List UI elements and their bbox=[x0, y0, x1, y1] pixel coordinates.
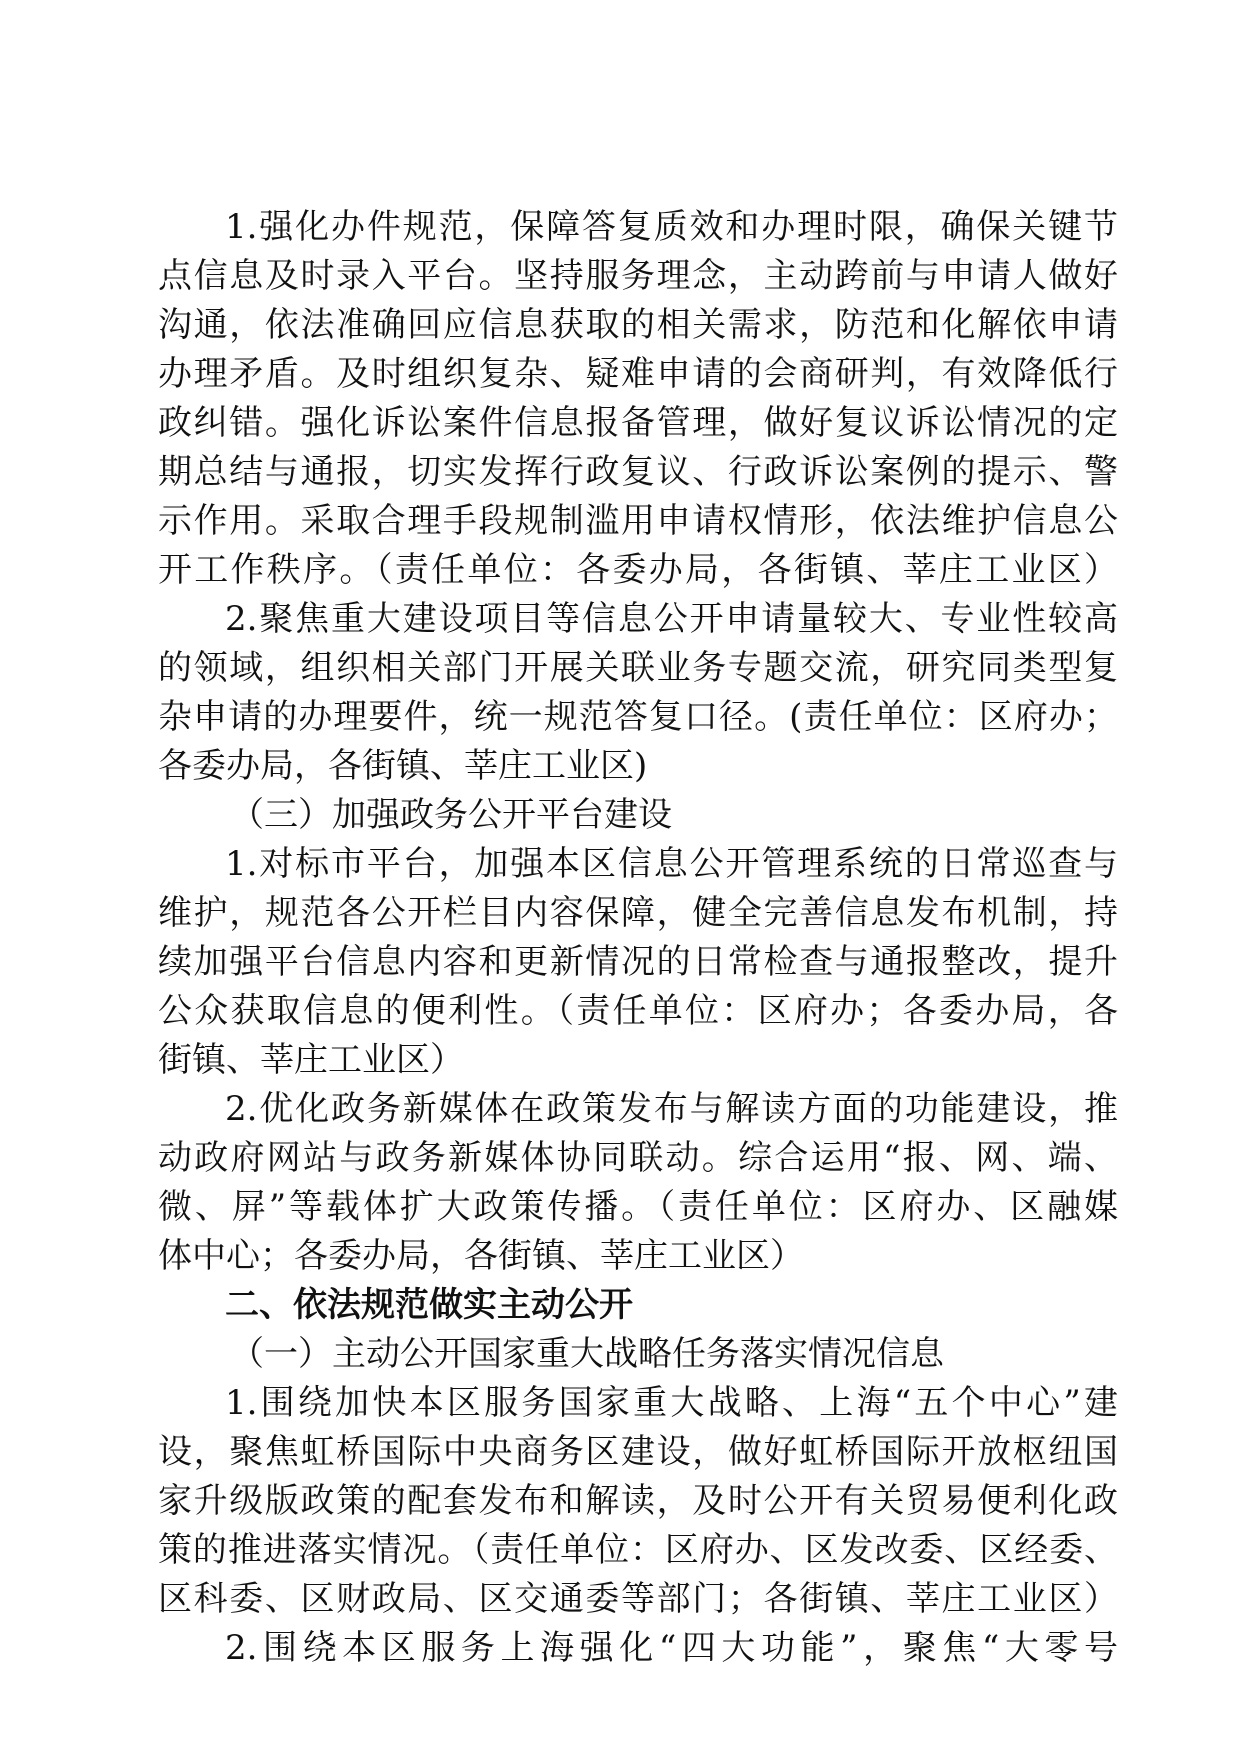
paragraph-line: 政纠错。强化诉讼案件信息报备管理，做好复议诉讼情况的定 bbox=[158, 403, 1118, 443]
paragraph-line: 杂申请的办理要件，统一规范答复口径。(责任单位：区府办； bbox=[158, 697, 1118, 737]
paragraph-line: 区科委、区财政局、区交通委等部门；各街镇、莘庄工业区） bbox=[158, 1579, 1118, 1619]
paragraph-line: 体中心；各委办局，各街镇、莘庄工业区） bbox=[158, 1236, 804, 1276]
paragraph-line: 点信息及时录入平台。坚持服务理念，主动跨前与申请人做好 bbox=[158, 256, 1118, 296]
paragraph-line: 示作用。采取合理手段规制滥用申请权情形，依法维护信息公 bbox=[158, 501, 1118, 541]
paragraph-line: 办理矛盾。及时组织复杂、疑难申请的会商研判，有效降低行 bbox=[158, 354, 1118, 394]
paragraph-line: 维护，规范各公开栏目内容保障，健全完善信息发布机制，持 bbox=[158, 893, 1118, 933]
paragraph-line: 1.围绕加快本区服务国家重大战略、上海“五个中心”建 bbox=[225, 1383, 1118, 1423]
paragraph-line: 街镇、莘庄工业区） bbox=[158, 1040, 464, 1080]
paragraph-line: 1.对标市平台，加强本区信息公开管理系统的日常巡查与 bbox=[225, 844, 1118, 884]
paragraph-line: 1.强化办件规范，保障答复质效和办理时限，确保关键节 bbox=[225, 207, 1118, 247]
chapter-heading: 二、依法规范做实主动公开 bbox=[225, 1285, 633, 1325]
paragraph-line: 2.聚焦重大建设项目等信息公开申请量较大、专业性较高 bbox=[225, 599, 1118, 639]
paragraph-line: 设，聚焦虹桥国际中央商务区建设，做好虹桥国际开放枢纽国 bbox=[158, 1432, 1118, 1472]
paragraph-line: 家升级版政策的配套发布和解读，及时公开有关贸易便利化政 bbox=[158, 1481, 1118, 1521]
paragraph-line: 的领域，组织相关部门开展关联业务专题交流，研究同类型复 bbox=[158, 648, 1118, 688]
paragraph-line: 公众获取信息的便利性。（责任单位：区府办；各委办局，各 bbox=[158, 991, 1118, 1031]
section-heading: （一）主动公开国家重大战略任务落实情况信息 bbox=[230, 1334, 944, 1374]
paragraph-line: 各委办局，各街镇、莘庄工业区) bbox=[158, 746, 648, 786]
paragraph-line: 开工作秩序。（责任单位：各委办局，各街镇、莘庄工业区） bbox=[158, 550, 1118, 590]
paragraph-line: 2.围绕本区服务上海强化“四大功能”，聚焦“大零号 bbox=[225, 1628, 1118, 1668]
paragraph-line: 沟通，依法准确回应信息获取的相关需求，防范和化解依申请 bbox=[158, 305, 1118, 345]
paragraph-line: 2.优化政务新媒体在政策发布与解读方面的功能建设，推 bbox=[225, 1089, 1118, 1129]
paragraph-line: 续加强平台信息内容和更新情况的日常检查与通报整改，提升 bbox=[158, 942, 1118, 982]
paragraph-line: 微、屏”等载体扩大政策传播。（责任单位：区府办、区融媒 bbox=[158, 1187, 1118, 1227]
paragraph-line: 期总结与通报，切实发挥行政复议、行政诉讼案例的提示、警 bbox=[158, 452, 1118, 492]
section-heading: （三）加强政务公开平台建设 bbox=[230, 795, 672, 835]
paragraph-line: 动政府网站与政务新媒体协同联动。综合运用“报、网、端、 bbox=[158, 1138, 1118, 1178]
paragraph-line: 策的推进落实情况。（责任单位：区府办、区发改委、区经委、 bbox=[158, 1530, 1118, 1570]
